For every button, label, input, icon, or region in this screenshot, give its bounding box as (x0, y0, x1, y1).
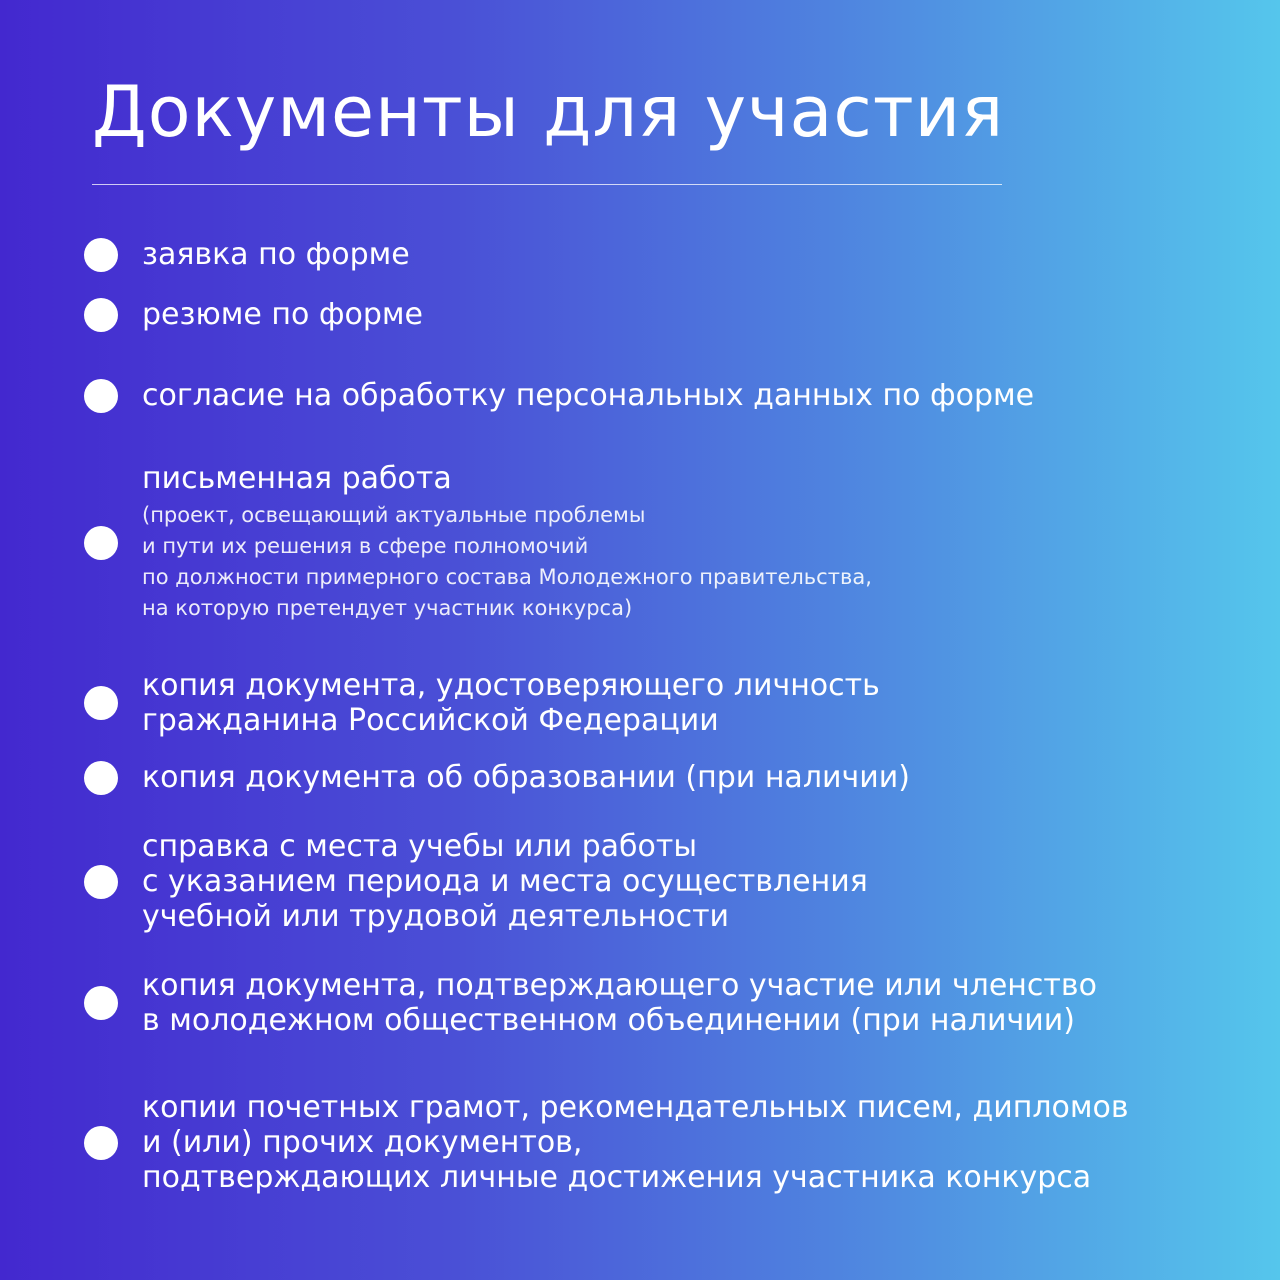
list-item (84, 378, 1034, 413)
list-item-text: копия документа, подтверждающего участие или членство в молодежном общественном объединении (при наличии) (142, 968, 1097, 1038)
bullet-icon (84, 865, 118, 899)
list-item-note: (проект, освещающий актуальные проблемы и пути их решения в сфере полномочий по должности примерного состава Молодежного правительства, на которую претендует участник конкурса) (142, 503, 872, 620)
list-item-text: резюме по форме (142, 297, 423, 332)
list-item (84, 297, 423, 332)
bullet-icon (84, 238, 118, 272)
list-item (84, 760, 910, 795)
bullet-icon (84, 379, 118, 413)
list-item-text: копия документа, удостоверяющего личность гражданина Российской Федерации (142, 668, 880, 738)
bullet-icon (84, 986, 118, 1020)
bullet-icon (84, 761, 118, 795)
list-item (84, 668, 880, 738)
list-item (84, 968, 1097, 1038)
list-item (84, 461, 872, 624)
list-item-text: согласие на обработку персональных данных по форме (142, 378, 1035, 413)
list-item-text: письменная работа (проект, освещающий актуальные проблемы и пути их решения в сфере полномочий по должности примерного состава Молодежного правительства, на которую претендует участник конкурса) (142, 461, 872, 624)
bullet-icon (84, 298, 118, 332)
title-divider (92, 184, 1002, 185)
list-item-text: справка с места учебы или работы с указанием периода и места осуществления учебной или трудовой деятельности (142, 829, 868, 934)
list-item-text: копии почетных грамот, рекомендательных писем, дипломов и (или) прочих документов, подтверждающих личные достижения участника конкурса (142, 1090, 1129, 1195)
bullet-icon (84, 526, 118, 560)
list-item (84, 1090, 1129, 1195)
bullet-icon (84, 1126, 118, 1160)
list-item-text: копия документа об образовании (при наличии) (142, 760, 910, 795)
list-item (84, 829, 868, 934)
page-title: Документы для участия (92, 71, 1005, 153)
list-item (84, 237, 410, 272)
bullet-icon (84, 686, 118, 720)
list-item-text: заявка по форме (142, 237, 410, 272)
